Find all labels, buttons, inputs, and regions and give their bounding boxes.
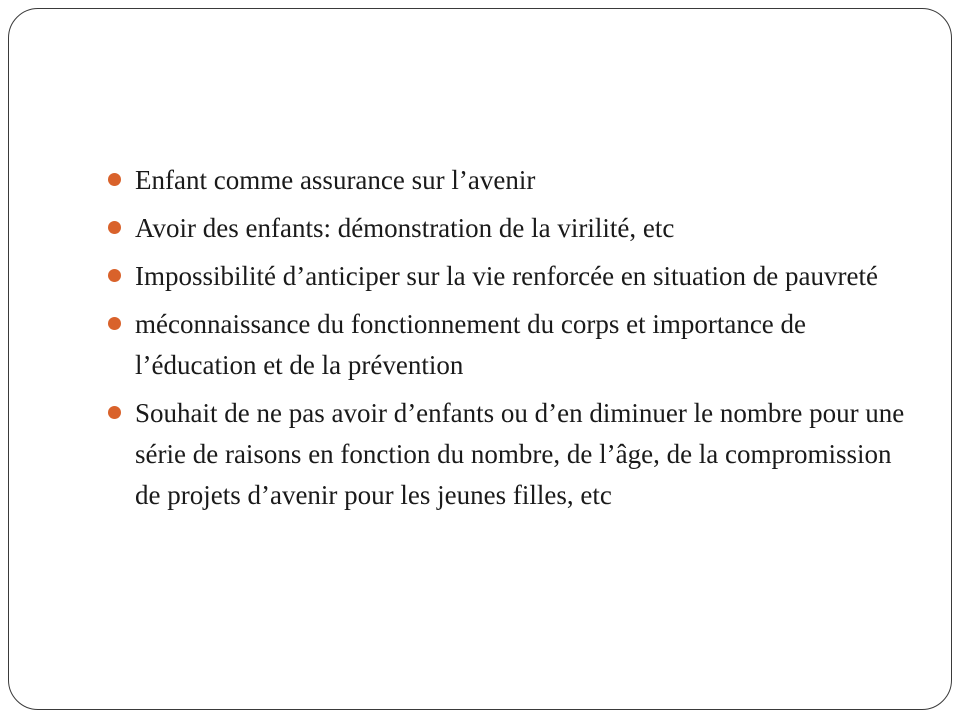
bullet-text: Avoir des enfants: démonstration de la virilité, etc (135, 213, 675, 243)
bullet-text: Souhait de ne pas avoir d’enfants ou d’en diminuer le nombre pour une série de raisons en fonction du nombre, de l’âge, de la compromission de projets d’avenir pour les jeunes filles, etc (135, 398, 905, 510)
bullet-text: Impossibilité d’anticiper sur la vie renforcée en situation de pauvreté (135, 261, 878, 291)
bullet-item (106, 393, 906, 516)
bullet-text: méconnaissance du fonctionnement du corps et importance de l’éducation et de la prévention (135, 309, 807, 380)
bullet-item (106, 208, 906, 249)
bullet-dot-icon (108, 406, 121, 419)
bullet-item (106, 256, 906, 297)
bullet-text: Enfant comme assurance sur l’avenir (135, 165, 536, 195)
bullet-dot-icon (108, 221, 121, 234)
bullet-dot-icon (108, 269, 121, 282)
bullet-item (106, 160, 906, 201)
bullet-list (106, 160, 906, 523)
bullet-dot-icon (108, 173, 121, 186)
bullet-dot-icon (108, 317, 121, 330)
bullet-item (106, 304, 906, 386)
